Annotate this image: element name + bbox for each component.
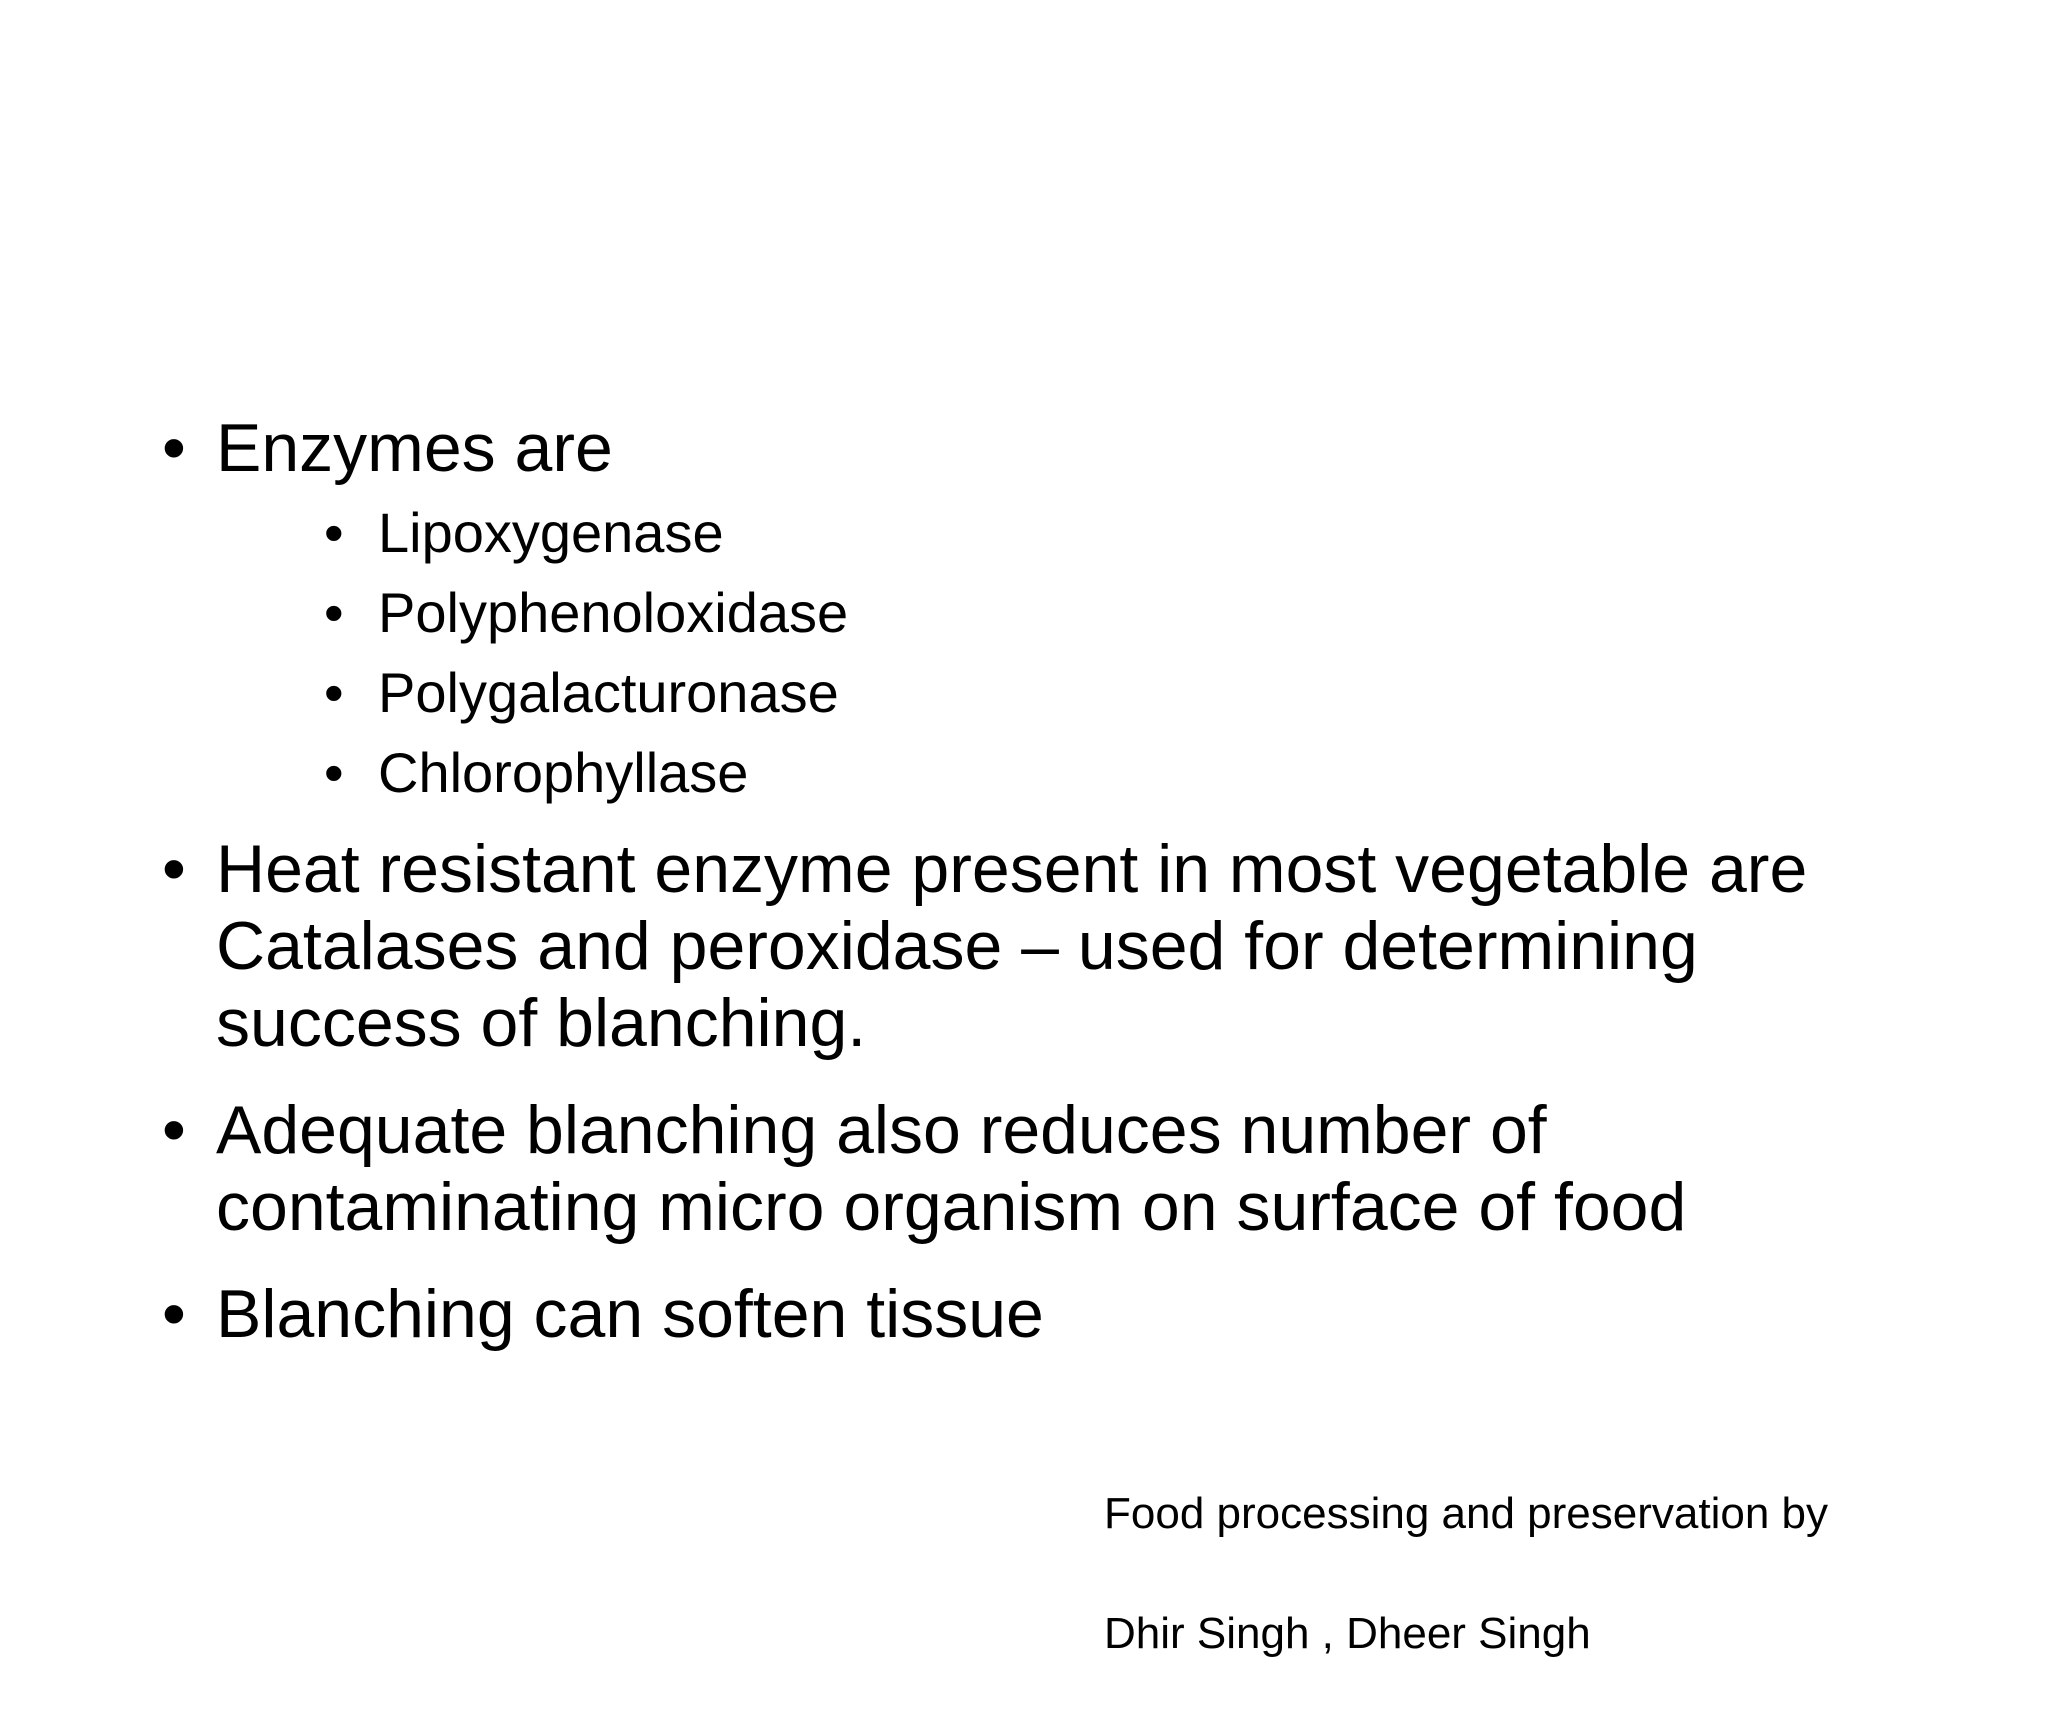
sub-bullet-polygalacturonase — [320, 653, 1880, 733]
enzymes-heading-text: Enzymes are — [216, 410, 613, 486]
heat-resistant-text: Heat resistant enzyme present in most vegetable are Catalases and peroxidase – used for determining success of blanching. — [216, 831, 1808, 1061]
adequate-blanching-text: Adequate blanching also reduces number of contaminating micro organism on surface of food — [216, 1092, 1687, 1245]
credit-line-2: Dhir Singh , Dheer Singh — [1104, 1609, 1591, 1658]
bullet-enzymes-heading — [160, 410, 1880, 487]
enzyme-sub-list — [320, 493, 1880, 813]
credit-footer — [1104, 1424, 2004, 1724]
bullet-list — [160, 410, 1880, 1353]
bullet-heat-resistant — [160, 831, 1880, 1062]
credit-line-1: Food processing and preservation by — [1104, 1489, 1828, 1538]
bullet-soften-tissue — [160, 1276, 1880, 1353]
soften-tissue-text: Blanching can soften tissue — [216, 1276, 1044, 1352]
sub-bullet-text: Polyphenoloxidase — [378, 581, 849, 644]
sub-bullet-lipoxygenase — [320, 493, 1880, 573]
sub-bullet-polyphenoloxidase — [320, 573, 1880, 653]
sub-bullet-text: Lipoxygenase — [378, 501, 724, 564]
sub-bullet-chlorophyllase — [320, 733, 1880, 813]
sub-bullet-text: Polygalacturonase — [378, 661, 839, 724]
bullet-adequate-blanching — [160, 1092, 1880, 1246]
sub-bullet-text: Chlorophyllase — [378, 741, 749, 804]
